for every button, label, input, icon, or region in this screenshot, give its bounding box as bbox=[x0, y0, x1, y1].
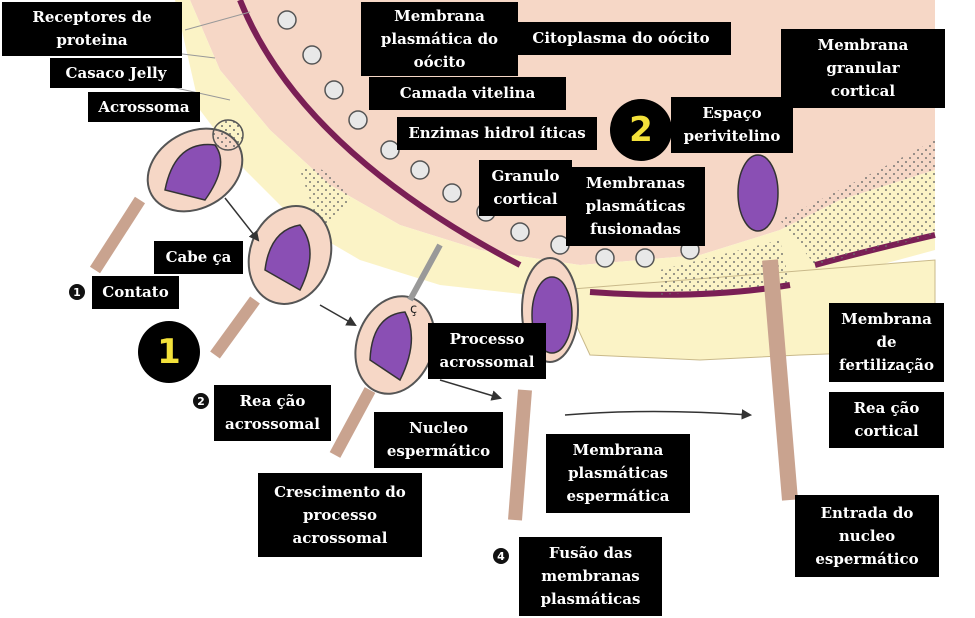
step-1-marker: 1 bbox=[69, 284, 85, 300]
label-casaco-jelly: Casaco Jelly bbox=[50, 58, 182, 88]
label-espaco-perivitelino: Espaço perivitelino bbox=[671, 97, 793, 153]
label-contato: Contato bbox=[92, 276, 179, 309]
label-camada-vitelina: Camada vitelina bbox=[369, 77, 566, 110]
label-membrana-espermatica: Membrana plasmáticas espermática bbox=[546, 434, 690, 513]
label-receptores: Receptores de proteina bbox=[2, 2, 182, 56]
label-membrana-fertilizacao: Membrana de fertilização bbox=[829, 303, 944, 382]
label-granulo-cortical: Granulo cortical bbox=[479, 160, 572, 216]
step-2-marker: 2 bbox=[193, 393, 209, 409]
label-membrana-granular: Membrana granular cortical bbox=[781, 29, 945, 108]
step-2-badge: 2 bbox=[613, 102, 669, 158]
label-crescimento: Crescimento do processo acrossomal bbox=[258, 473, 422, 557]
stray-glyph: ç bbox=[410, 302, 418, 317]
label-acrossoma: Acrossoma bbox=[88, 92, 200, 122]
label-cabeca: Cabe ça bbox=[154, 241, 243, 274]
label-fusao: Fusão das membranas plasmáticas bbox=[519, 537, 662, 616]
label-processo-acrossomal: Processo acrossomal bbox=[428, 323, 546, 379]
label-nucleo-espermatico: Nucleo espermático bbox=[374, 412, 503, 468]
label-membrana-plasmatica-oocito: Membrana plasmática do oócito bbox=[361, 2, 518, 76]
step-1-badge: 1 bbox=[141, 324, 197, 380]
label-reacao-cortical: Rea ção cortical bbox=[829, 392, 944, 448]
step-4-marker: 4 bbox=[493, 548, 509, 564]
label-entrada-nucleo: Entrada do nucleo espermático bbox=[795, 495, 939, 577]
label-membranas-fusionadas: Membranas plasmáticas fusionadas bbox=[566, 167, 705, 246]
label-enzimas: Enzimas hidrol íticas bbox=[397, 117, 597, 150]
label-citoplasma: Citoplasma do oócito bbox=[511, 22, 731, 55]
label-reacao-acrossomal: Rea ção acrossomal bbox=[214, 385, 331, 441]
